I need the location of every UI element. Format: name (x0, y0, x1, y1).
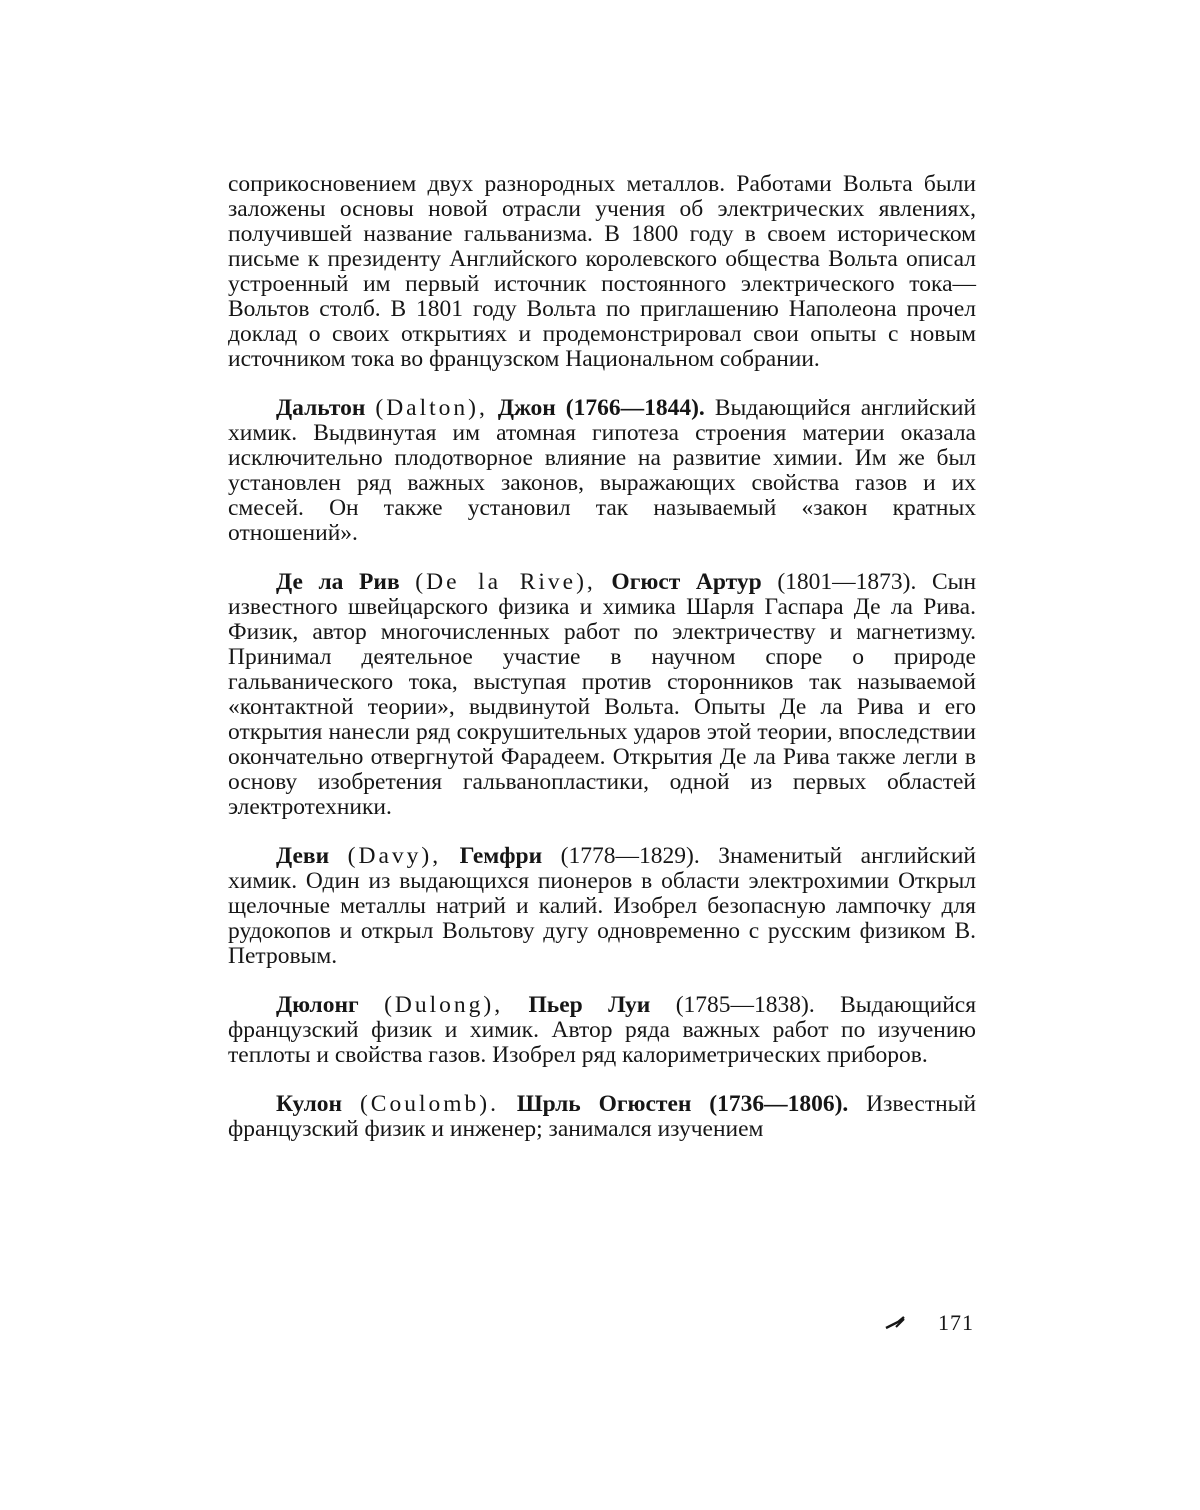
entry-name: Дюлонг (276, 992, 359, 1018)
entry-latin-name: (Dalton), (375, 395, 488, 421)
entry-years: (1778—1829). (560, 843, 700, 869)
entry-text: Знаменитый английский химик. Один из выдающихся пионеров в области электрохимии Открыл щелочные металлы натрий и калий. Изобрел безопасную лампочку для рудокопов и открыл Вольтову дугу одновременно с русским физиком В. Петровым. (228, 843, 976, 969)
entry-years: (1801—1873). (777, 569, 917, 595)
entry-dulong (228, 993, 976, 1068)
entry-name: Кулон (276, 1091, 343, 1117)
entry-latin-name: (De la Rive), (415, 569, 596, 595)
entry-given-name: Джон (1766—1844). (497, 395, 705, 421)
entry-name: Деви (276, 843, 330, 869)
entry-latin-name: (Coulomb). (359, 1091, 499, 1117)
entry-text: Выдающийся французский физик и химик. Автор ряда важных работ по изучению теплоты и свойства газов. Изобрел ряд калориметрических приборов. (228, 992, 977, 1068)
entry-years: (1785—1838). (675, 992, 815, 1018)
intro-paragraph: соприкосновением двух разнородных металлов. Работами Вольта были заложены основы новой отрасли учения об электрических явлениях, получившей название гальванизма. В 1800 году в своем историческом письме к президенту Английского королевского общества Вольта описал устроенный им первый источник постоянного электрического тока— Вольтов столб. В 1801 году Вольта по приглашению Наполеона прочел доклад о своих открытиях и продемонстрировал свои опыты с новым источником тока во французском Национальном собрании. (228, 171, 976, 372)
page-number: 171 (938, 1310, 974, 1335)
entry-text: Сын известного швейцарского физика и химика Шарля Гаспара Де ла Рива. Физик, автор многочисленных работ по электричеству и магнетизму. Принимал деятельное участие в научном споре о природе гальванического тока, выступая против сторонников так называемой «контактной теории», выдвинутой Вольта. Опыты Де ла Рива и его открытия нанесли ряд сокрушительных ударов этой теории, впоследствии окончательно отвергнутой Фарадеем. Открытия Де ла Рива также легли в основу изобретения гальванопластики, одной из первых областей электротехники. (228, 569, 977, 820)
entry-text: Известный французский физик и инженер; занимался изучением (228, 1091, 977, 1142)
entry-dalton (228, 396, 976, 546)
entry-de-la-rive (228, 570, 976, 820)
entry-davy (228, 844, 976, 969)
document-page (228, 172, 976, 1142)
print-mark-icon (884, 1316, 908, 1330)
entry-given-name: Пьер Луи (528, 992, 651, 1018)
entry-latin-name: (Davy), (347, 843, 442, 869)
entry-given-name: Огюст Артур (611, 569, 762, 595)
entry-coulomb (228, 1092, 976, 1142)
entry-text: Выдающийся английский химик. Выдвинутая им атомная гипотеза строения материи оказала исключительно плодотворное влияние на развитие химии. Им же был установлен ряд важных законов, выражающих свойства газов и их смесей. Он также установил так называемый «закон кратных отношений». (228, 395, 977, 546)
entry-given-name: Шрль Огюстен (1736—1806). (516, 1091, 849, 1117)
entry-given-name: Гемфри (459, 843, 543, 869)
entry-name: Дальтон (276, 395, 366, 421)
entry-name: Де ла Рив (276, 569, 400, 595)
entry-latin-name: (Dulong), (384, 992, 504, 1018)
